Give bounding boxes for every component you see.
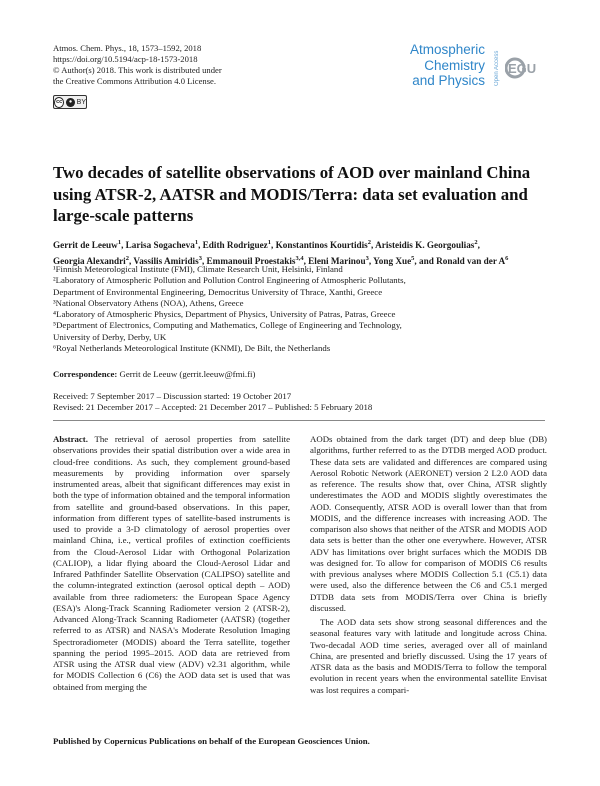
author bbox=[375, 240, 478, 250]
author-name[interactable]: Edith Rodriguez bbox=[202, 240, 268, 251]
author-name[interactable]: Yong Xue bbox=[373, 256, 412, 267]
author-affiliation-mark: 6 bbox=[505, 255, 509, 263]
affiliations bbox=[53, 264, 553, 354]
author bbox=[276, 240, 371, 250]
author-name[interactable]: Vassilis Amiridis bbox=[133, 256, 199, 267]
abstract-text-right-2: The AOD data sets show strong seasonal differences and the seasonal features vary with latitude and longitude across China. Two-decadal AOD time series, averaged over all of mainland China, are presented and briefly discussed. Using the 17 years of ATSR data as the basis and MODIS/Terra to follow the temporal evolution in recent years when the environmental satellite Envisat was lost requires a compari- bbox=[310, 617, 547, 695]
author-affiliation-mark: 3 bbox=[365, 255, 369, 263]
journal-name-line2: Chemistry bbox=[424, 57, 485, 73]
author-name[interactable]: Aristeidis K. Georgoulias bbox=[375, 240, 475, 251]
abstract-column-right bbox=[310, 434, 547, 696]
abstract-text-right-1: AODs obtained from the dark target (DT) and deep blue (DB) algorithms, further referred to as the DTDB merged AOD product. These data sets are validated and differences are compared using Aerosol Robotic Network (AERONET) version 2 L2.0 AOD data as reference. The results show that, over China, ATSR slightly underestimates the AOD and MODIS slightly overestimates the AOD. Consequently, ATSR AOD is overall lower than that from MODIS, and the difference increases with increasing AOD. The comparison also shows that neither of the ATSR and MODIS AOD data sets is better than the other one everywhere. However, ATSR ADV has limitations over bright surfaces which the MODIS DB was designed for. To allow for comparison of MODIS C6 results with previous analyses where MODIS Collection 5.1 (C5.1) data were used, also the difference between the C6 and C5.1 merged DTDB data sets from MODIS/Terra over China is briefly discussed. bbox=[310, 434, 547, 613]
journal-name-line1: Atmospheric bbox=[409, 42, 485, 57]
author-affiliation-mark: 1 bbox=[194, 239, 199, 246]
affiliation: University of Derby, Derby, UK bbox=[53, 331, 167, 342]
author-affiliation-mark: 2 bbox=[125, 255, 129, 263]
author-name[interactable]: Larisa Sogacheva bbox=[125, 240, 195, 251]
author-name[interactable]: Konstantinos Kourtidis bbox=[275, 240, 368, 251]
dates-line-2: Revised: 21 December 2017 – Accepted: 21 December 2017 – Published: 5 February 2018 bbox=[53, 402, 373, 413]
divider bbox=[53, 420, 545, 421]
citation: Atmos. Chem. Phys., 18, 1573–1592, 2018 bbox=[53, 43, 202, 53]
affiliation: ¹Finnish Meteorological Institute (FMI), Climate Research Unit, Helsinki, Finland bbox=[53, 264, 343, 274]
correspondence bbox=[53, 369, 255, 379]
affiliation: Department of Environmental Engineering, Democritus University of Thrace, Xanthi, Greece bbox=[53, 286, 383, 297]
journal-logo[interactable] bbox=[395, 42, 485, 89]
correspondence-label: Correspondence: bbox=[53, 369, 118, 379]
license-line: the Creative Commons Attribution 4.0 License. bbox=[53, 76, 217, 86]
correspondence-value[interactable]: Gerrit de Leeuw (gerrit.leeuw@fmi.fi) bbox=[119, 369, 256, 379]
author bbox=[53, 240, 121, 250]
author-name[interactable]: Eleni Marinou bbox=[308, 256, 366, 267]
copyright-line: © Author(s) 2018. This work is distributed under bbox=[53, 65, 222, 75]
publisher-footer: Published by Copernicus Publications on behalf of the European Geosciences Union. bbox=[53, 736, 370, 746]
author-name[interactable]: Ronald van der A bbox=[436, 256, 506, 267]
author-affiliation-mark: 2 bbox=[367, 239, 372, 246]
by-icon: ● bbox=[66, 98, 74, 107]
article-metadata bbox=[53, 43, 222, 87]
affiliation: ³National Observatory Athens (NOA), Athens, Greece bbox=[53, 297, 244, 308]
author-affiliation-mark: 2 bbox=[474, 239, 478, 246]
open-access-label: Open Access bbox=[494, 50, 500, 86]
author-name[interactable]: Gerrit de Leeuw bbox=[53, 240, 118, 251]
author-affiliation-mark: 5 bbox=[411, 255, 415, 263]
author bbox=[203, 240, 271, 250]
affiliation: ²Laboratory of Atmospheric Pollution and Pollution Control Engineering of Atmospheric Pollutants, bbox=[53, 275, 406, 286]
abstract-label: Abstract. bbox=[53, 434, 88, 444]
dates-line-1: Received: 7 September 2017 – Discussion started: 19 October 2017 bbox=[53, 391, 292, 401]
author-affiliation-mark: 3,4 bbox=[295, 255, 304, 263]
affiliation: ⁵Department of Electronics, Computing and Mathematics, College of Engineering and Technology, bbox=[53, 320, 402, 331]
paper-title: Two decades of satellite observations of AOD over mainland China using ATSR-2, AATSR and MODIS/Terra: data set evaluation and large-scale patterns bbox=[53, 163, 531, 225]
abstract-column-left bbox=[53, 434, 290, 693]
author-name[interactable]: Emmanouil Proestakis bbox=[206, 256, 296, 267]
cc-by-label: BY bbox=[76, 98, 86, 106]
author bbox=[126, 240, 198, 250]
egu-logo-text: EGU bbox=[508, 61, 537, 76]
author-affiliation-mark: 3 bbox=[198, 255, 202, 263]
author-name[interactable]: Georgia Alexandri bbox=[53, 256, 126, 267]
egu-logo-icon bbox=[505, 52, 543, 84]
author-list: Gerrit de Leeuw$^1$, Larisa Sogacheva$^1$, Edith Rodriguez$^1$, Konstantinos Kourtidis$^2$, Aristeidis K. Georgoulias$^2$, Georgia Alexandri$^2$, Vassilis Amiridis$^3$, Emmanouil Proestakis$^{3,4}$, Eleni Marinou$^3$, Yong Xue$^5$, and Ronald van der $A^6$ bbox=[53, 239, 509, 267]
cc-icon: cc bbox=[54, 97, 64, 108]
affiliation: ⁶Royal Netherlands Meteorological Institute (KNMI), De Bilt, the Netherlands bbox=[53, 343, 331, 354]
publication-dates bbox=[53, 391, 372, 414]
doi-link[interactable]: https://doi.org/10.5194/acp-18-1573-2018 bbox=[53, 54, 198, 64]
abstract-text-left: The retrieval of aerosol properties from satellite observations provides their spatial distribution over a wide area in cloud-free conditions. As such, they complement ground-based measurements by providing information over sparsely instrumented areas, albeit that significant differences may exist in both the type of information obtained and the temporal information from satellite and ground-based observations. In this paper, information from different types of satellite-based instruments is used to provide a 3-D climatology of aerosol properties over mainland China, i.e., vertical profiles of extinction coefficients from the Cloud-Aerosol Lidar with Orthogonal Polarization (CALIOP), a lidar flying aboard the Cloud-Aerosol Lidar and Infrared Pathfinder Satellite Observation (CALIPSO) satellite and the column-integrated extinction (aerosol optical depth – AOD) available from three radiometers: the European Space Agency (ESA)'s Along-Track Scanning Radiometer version 2 (ATSR-2), Advanced Along-Track Scanning Radiometer (AATSR) (together referred to as ATSR) and NASA's Moderate Resolution Imaging Spectroradiometer (MODIS) aboard the Terra satellite, together spanning the period 1995–2015. AOD data are retrieved from ATSR using the ATSR dual view (ADV) v2.31 algorithm, while for MODIS Collection 6 (C6) the AOD data set is used that was obtained from merging the bbox=[53, 434, 290, 692]
author-affiliation-mark: 1 bbox=[267, 239, 272, 246]
affiliation: ⁴Laboratory of Atmospheric Physics, Department of Physics, University of Patras, Patras, Greece bbox=[53, 309, 396, 320]
cc-by-license-badge[interactable] bbox=[53, 95, 87, 109]
journal-name-line3: and Physics bbox=[412, 73, 485, 88]
author-affiliation-mark: 1 bbox=[117, 239, 122, 246]
